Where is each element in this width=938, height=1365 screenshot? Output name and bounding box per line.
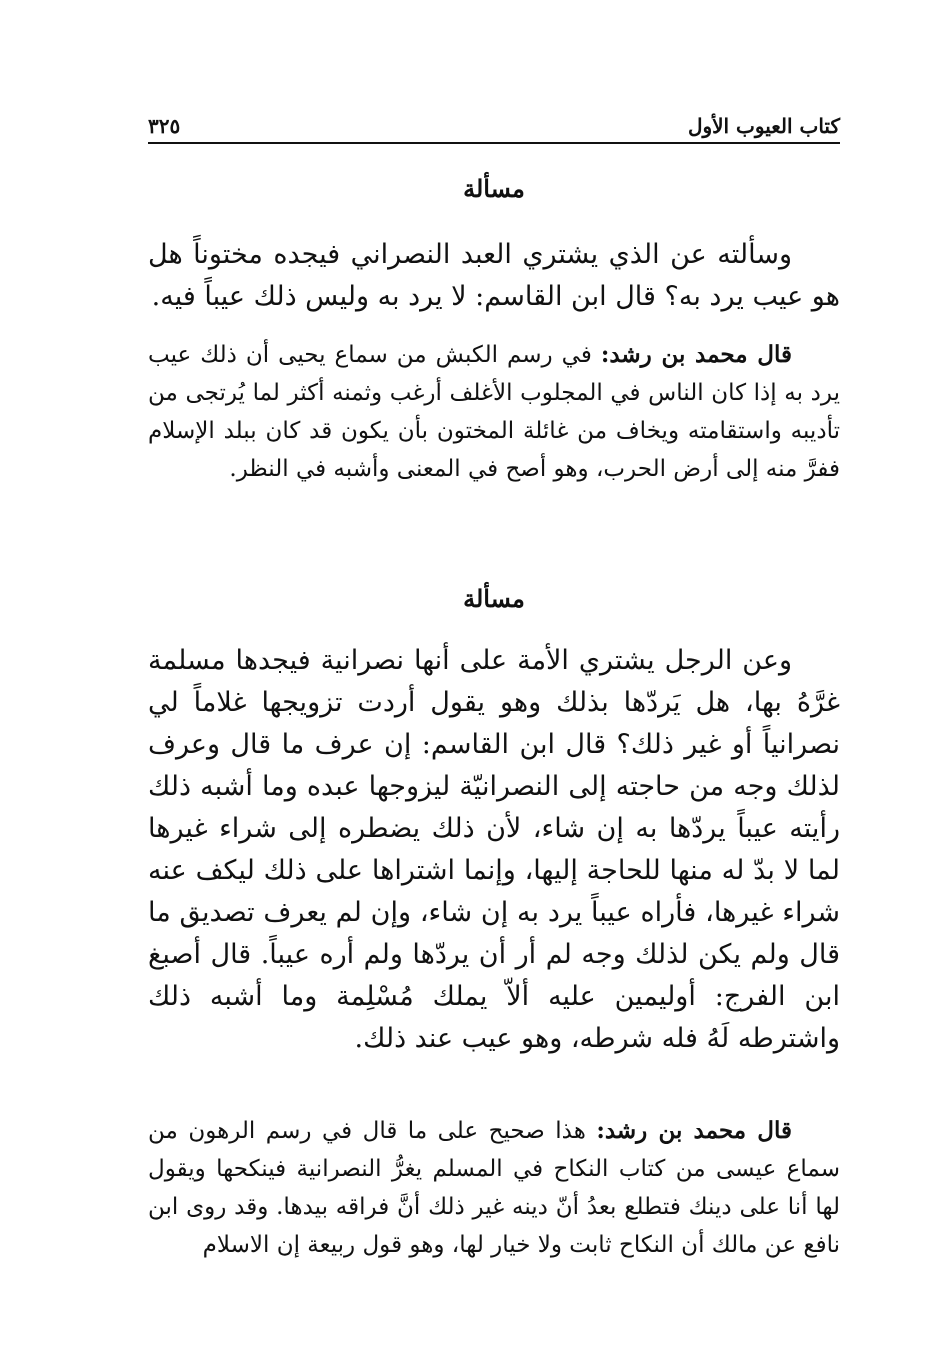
- commentary-paragraph-2: [148, 1112, 840, 1264]
- commentary-text-1: في رسم الكبش من سماع يحيى أن ذلك عيب يرد به إذا كان الناس في المجلوب الأغلف أرغب وثمنه أكثر لما يُرتجى من تأديبه واستقامته ويخاف من غائلة المختون بأن يكون قد كان ببلد الإسلام ففرَّ منه إلى أرض الحرب، وهو أصح في المعنى وأشبه في النظر.: [148, 342, 840, 482]
- section-heading-1: مسألة: [463, 174, 525, 203]
- question-paragraph-1: وسألته عن الذي يشتري العبد النصراني فيجده مختوناً هل هو عيب يرد به؟ قال ابن القاسم: لا يرد به وليس ذلك عيباً فيه.: [148, 239, 840, 312]
- commentary-text-2: هذا صحيح على ما قال في رسم الرهون من سماع عيسى من كتاب النكاح في المسلم يغرُّ النصرانية فينكحها ويقول لها أنا على دينك فتطلع بعدُ أنّ دينه غير ذلك أنَّ فراقه بيدها. وقد روى ابن نافع عن مالك أن النكاح ثابت ولا خيار لها، وهو قول ربيعة إن الاسلام: [148, 1118, 840, 1258]
- running-title: كتاب العيوب الأول: [687, 114, 840, 138]
- section-heading-2: مسألة: [463, 584, 525, 613]
- commentary-speaker-2: قال محمد بن رشد:: [596, 1117, 792, 1144]
- commentary-paragraph-1: [148, 336, 840, 488]
- page-number: ٣٢٥: [148, 114, 181, 138]
- commentary-speaker-1: قال محمد بن رشد:: [600, 341, 793, 368]
- page-header: [148, 108, 840, 144]
- question-paragraph-2: وعن الرجل يشتري الأمة على أنها نصرانية فيجدها مسلمة غرَّهُ بها، هل يَردّها بذلك وهو يقول أردت تزويجها غلاماً لي نصرانياً أو غير ذلك؟ قال ابن القاسم: إن عرف ما قال وعرف لذلك وجه من حاجته إلى النصرانيّة ليزوجها عبده وما أشبه ذلك رأيته عيباً يردّها به إن شاء، لأن ذلك يضطره إلى شراء غيرها لما لا بدّ له منها للحاجة إليها، وإنما اشتراها على ذلك ليكف عنه شراء غيرها، فأراه عيباً يرد به إن شاء، وإن لم يعرف تصديق ما قال ولم يكن لذلك وجه لم أر أن يردّها ولم أره عيباً. قال أصبغ ابن الفرج: أوليمين عليه ألاّ يملك مُسْلِمة وما أشبه ذلك واشترطه لَهُ فله شرطه، وهو عيب عند ذلك.: [148, 645, 840, 1054]
